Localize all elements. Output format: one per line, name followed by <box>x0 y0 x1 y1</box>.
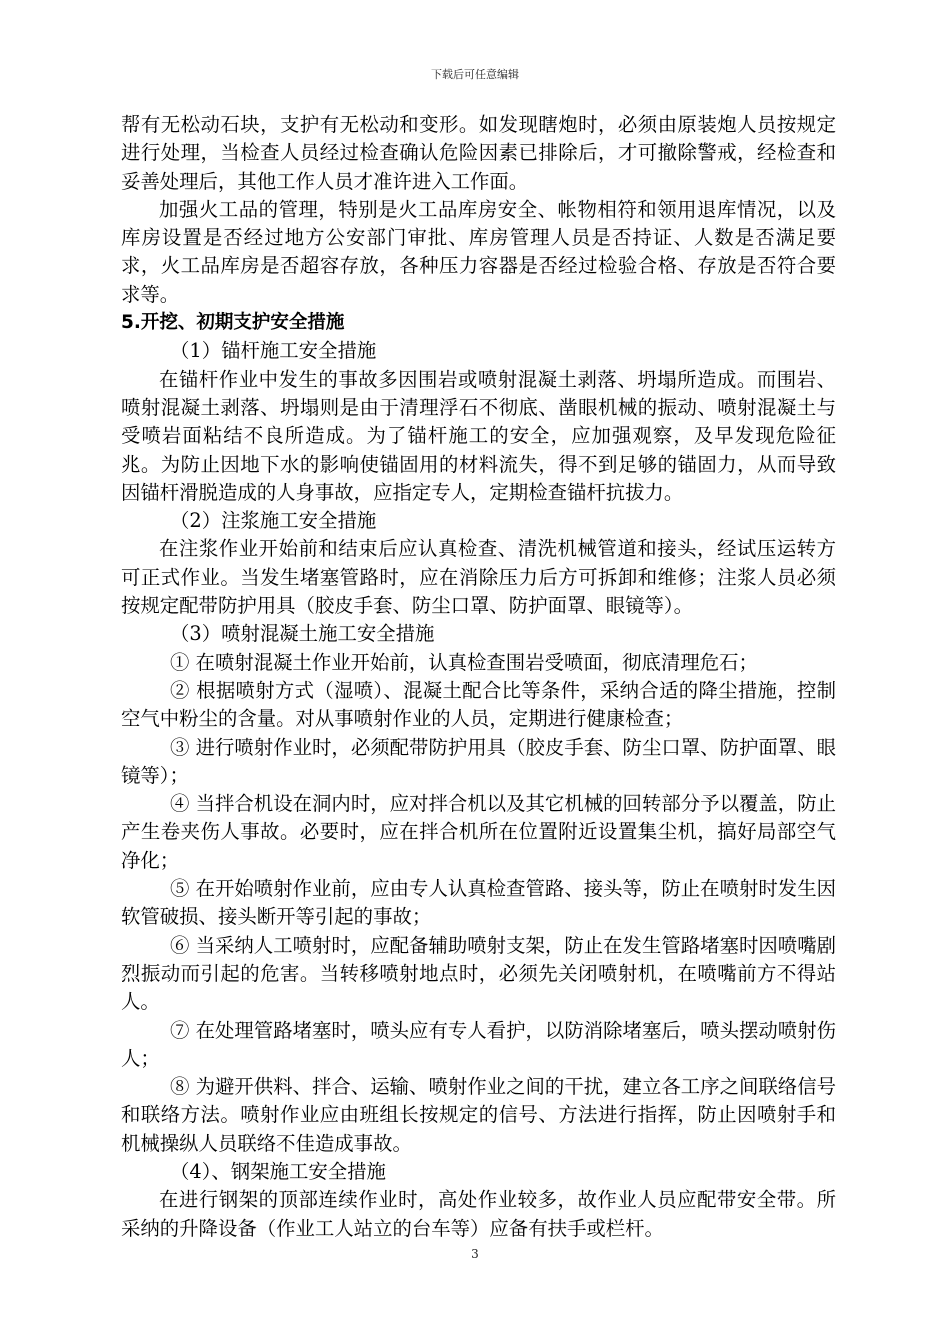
paragraph: 在进行钢架的顶部连续作业时，高处作业较多，故作业人员应配带安全带。所采纳的升降设备（作业工人站立的台车等）应备有扶手或栏杆。 <box>121 1188 836 1240</box>
paragraph: 帮有无松动石块，支护有无松动和变形。如发现瞎炮时，必须由原装炮人员按规定进行处理，当检查人员经过检查确认危险因素已排除后，才可撤除警戒，经检查和妥善处理后，其他工作人员才准许进入工作面。 <box>121 113 836 193</box>
list-item: ⑦ 在处理管路堵塞时，喷头应有专人看护，以防消除堵塞后，喷头摆动喷射伤人； <box>121 1018 836 1070</box>
list-item: ⑤ 在开始喷射作业前，应由专人认真检查管路、接头等，防止在喷射时发生因软管破损、接头断开等引起的事故； <box>121 877 836 929</box>
section-heading: 5.开挖、初期支护安全措施 <box>121 312 345 334</box>
subsection-heading: （1）锚杆施工安全措施 <box>170 339 377 363</box>
subsection-heading: （4）、钢架施工安全措施 <box>170 1159 386 1183</box>
paragraph: 在注浆作业开始前和结束后应认真检查、清洗机械管道和接头，经试压运转方可正式作业。当发生堵塞管路时，应在消除压力后方可拆卸和维修；注浆人员必须按规定配带防护用具（胶皮手套、防尘口罩、防护面罩、眼镜等）。 <box>121 537 836 618</box>
page-header: 下载后可任意编辑 <box>431 68 519 81</box>
subsection-heading: （3）喷射混凝土施工安全措施 <box>170 622 435 646</box>
page-number: 3 <box>471 1247 479 1261</box>
list-item: ⑧ 为避开供料、拌合、运输、喷射作业之间的干扰，建立各工序之间联络信号和联络方法。喷射作业应由班组长按规定的信号、方法进行指挥，防止因喷射手和机械操纵人员联络不佳造成事故。 <box>121 1075 836 1155</box>
document-body <box>121 111 836 1243</box>
subsection-heading: （2）注浆施工安全措施 <box>170 509 377 533</box>
paragraph: 在锚杆作业中发生的事故多因围岩或喷射混凝土剥落、坍塌所造成。而围岩、喷射混凝土剥落、坍塌则是由于清理浮石不彻底、凿眼机械的振动、喷射混凝土与受喷岩面粘结不良所造成。为了锚杆施工的安全，应加强观察，及早发现危险征兆。为防止因地下水的影响使锚固用的材料流失，得不到足够的锚固力，从而导致因锚杆滑脱造成的人身事故，应指定专人，定期检查锚杆抗拔力。 <box>121 367 836 504</box>
list-item: ⑥ 当采纳人工喷射时，应配备辅助喷射支架，防止在发生管路堵塞时因喷嘴剧烈振动而引起的危害。当转移喷射地点时，必须先关闭喷射机，在喷嘴前方不得站人。 <box>121 933 836 1014</box>
list-item: ① 在喷射混凝土作业开始前，认真检查围岩受喷面，彻底清理危石； <box>170 650 758 674</box>
list-item: ③ 进行喷射作业时，必须配带防护用具（胶皮手套、防尘口罩、防护面罩、眼镜等）； <box>121 735 836 787</box>
paragraph: 加强火工品的管理，特别是火工品库房安全、帐物相符和领用退库情况，以及库房设置是否经过地方公安部门审批、库房管理人员是否持证、人数是否满足要求，火工品库房是否超容存放，各种压力容器是否经过检验合格、存放是否符合要求等。 <box>121 197 836 306</box>
list-item: ④ 当拌合机设在洞内时，应对拌合机以及其它机械的回转部分予以覆盖，防止产生卷夹伤人事故。必要时，应在拌合机所在位置附近设置集尘机，搞好局部空气净化； <box>121 792 836 872</box>
list-item: ② 根据喷射方式（湿喷）、混凝土配合比等条件，采纳合适的降尘措施，控制空气中粉尘的含量。对从事喷射作业的人员，定期进行健康检查； <box>121 678 836 731</box>
